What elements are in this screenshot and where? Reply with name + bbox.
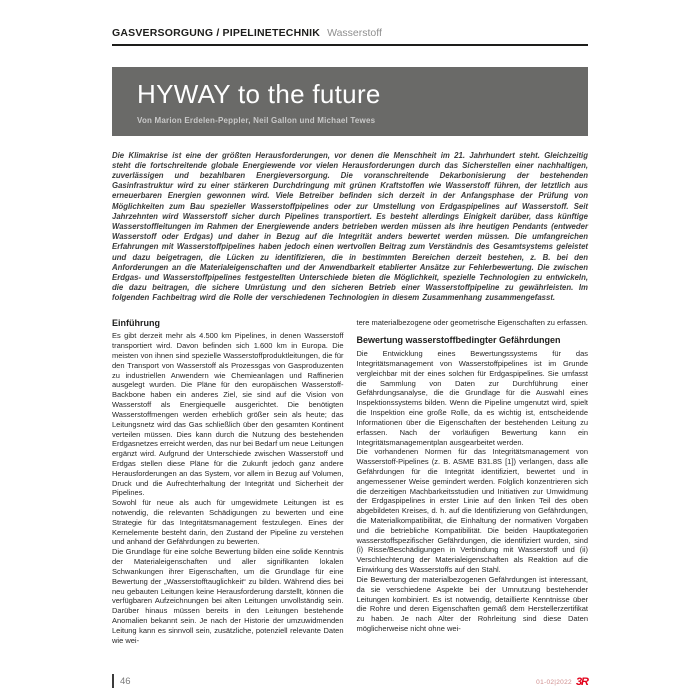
article-title: HYWAY to the future	[137, 79, 381, 109]
page-number-divider	[112, 674, 114, 688]
left-column	[112, 318, 344, 646]
right-column	[357, 318, 589, 646]
page-footer	[112, 674, 588, 688]
byline: Von Marion Erdelen-Peppler, Neil Gallon und Michael Tewes	[137, 115, 376, 125]
paragraph: Sowohl für neue als auch für umgewidmete Leitungen ist es notwendig, die relevanten Schädigungen zu bewerten und eine Strategie für das Integritätsmanagement festzulegen. Eines der Kernelemente besteht darin, den Zustand der Pipeline zu verstehen und anhand der Gefährdungen zu bewerten.	[112, 498, 344, 547]
paragraph-continuation: tere materialbezogene oder geometrische Eigenschaften zu erfassen.	[356, 317, 588, 327]
section-topic: Wasserstoff	[327, 27, 382, 39]
section-kicker: GASVERSORGUNG / PIPELINETECHNIK	[112, 27, 321, 39]
heading-bewertung: Bewertung wasserstoffbedingter Gefährdungen	[356, 335, 561, 346]
paragraph: Es gibt derzeit mehr als 4.500 km Pipelines, in denen Wasserstoff transportiert wird. Davon befinden sich 1.600 km in Europa. Die meisten von ihnen sind spezielle Wasserstoffproduktleitungen, die für den Transport von Wasserstoff als Prozessgas von Gasproduzenten zu industriellen Anwendern wie Chemieanlagen und Raffinerien ausgelegt wurden. Die Pläne für den europäischen Wasserstoff-Backbone haben ein anderes Ziel, sie sind auf die Vision von Wasserstoff als Energiequelle ausgerichtet. Die benötigten Wasserstoffmengen werden erheblich größer sein als heute; das Leitungsnetz wird das Gas schließlich über den gesamten Kontinent verteilen müssen. Dies kann durch die Nutzung des bestehenden Erdgasnetzes erreicht werden, das nur bei Bedarf um neue Leitungen ergänzt wird. Aufgrund der Unterschiede zwischen Wasserstoff und Erdgas stellen diese Pläne für die Zukunft jedoch ganz andere Herausforderungen an das System, vor allem in Bezug auf Volumen, Druck und die Aufrechterhaltung der Integrität und Sicherheit der Pipelines.	[112, 331, 344, 498]
journal-logo: 3R	[575, 676, 588, 688]
body-columns	[112, 318, 588, 646]
title-block	[112, 67, 588, 136]
paragraph: Die Grundlage für eine solche Bewertung bilden eine solide Kenntnis der Materialeigenschaften und aller signifikanten lokalen Schwankungen ihrer Eigenschaften, um die Grundlage für eine Bewertung der „Wasserstofftauglichkeit“ zu bilden. Während dies bei neu gebauten Leitungen keine Herausforderung darstellt, können die verfügbaren Aufzeichnungen bei alten Leitungen unvollständig sein. Darüber hinaus müssen bereits in den Leitungen bestehende Anomalien bekannt sein. Je nach der Historie der umzuwidmenden Leitung kann es sinnvoll sein, zusätzliche, potenziell relevante Daten wie wei-	[112, 547, 344, 645]
heading-einfuehrung: Einführung	[112, 317, 160, 328]
footer-issue-block	[536, 676, 588, 688]
section-header	[112, 0, 588, 46]
abstract-paragraph: Die Klimakrise ist eine der größten Herausforderungen, vor denen die Menschheit im 21. Jahrhundert steht. Gleichzeitig steht die fortschreitende globale Energiewende vor vielen Herausforderungen durch das Sicherstellen einer nachhaltigen, zuverlässigen und bezahlbaren Energieversorgung. Die voranschreitende Dekarbonisierung der bestehenden Gasinfrastruktur wird zu einer stärkeren Durchdringung mit grünen Kraftstoffen wie Wasserstoff führen, der letztlich aus erneuerbaren Energien gewonnen wird. Viele Betreiber befinden sich derzeit in der Anfangsphase der Prüfung von Möglichkeiten zum Bau spezieller Wasserstoffpipelines oder zur Umstellung von Erdgaspipelines auf Wasserstoff. Seit Jahrzehnten wird Wasserstoff sicher durch Pipelines transportiert. Es besteht allerdings Einigkeit darüber, dass künftige Wasserstoffleitungen im Rahmen der Energiewende anders betrieben werden müssen als ihre heutigen Pendants (entweder Wasserstoff oder Erdgas) und daher in Bezug auf die Integrität anders bewertet werden müssen. Die umfangreichen Erfahrungen mit Wasserstoffpipelines haben jedoch einen wertvollen Beitrag zum Verständnis des Gesamtsystems geleistet und dazu beigetragen, die Lücken zu identifizieren, die in bestimmten Bereichen derzeit bestehen, z. B. bei den Anforderungen an die Materialeigenschaften und der Anwendbarkeit etablierter Ansätze zur Fehlerbewertung. Die zwischen Erdgas- und Wasserstoffpipelines festgestellten Unterschiede bieten die Möglichkeit, spezielle Technologien zu entwickeln, die dazu beitragen, die sichere Umrüstung und den sicheren Betrieb einer Wasserstoffpipeline zu gewährleisten. Im folgenden Fachbeitrag wird die Rolle der verschiedenen Technologien in diesem Zusammenhang zusammengefasst.	[112, 150, 588, 303]
issue-label: 01-02|2022	[536, 678, 572, 686]
paragraph: Die Bewertung der materialbezogenen Gefährdungen ist interessant, da sie verschiedene Aspekte bei der Umnutzung bestehender Leitungen kombiniert. Es ist notwendig, detaillierte Kenntnisse über die Rohre und deren Eigenschaften gemäß dem Herstellerzertifikat zu haben. Je nach Alter der Rohrleitung sind diese Daten möglicherweise nicht ohne wei-	[356, 574, 588, 633]
page-number	[112, 674, 131, 688]
page-content	[112, 0, 588, 645]
page-number-value: 46	[120, 675, 131, 687]
paragraph: Die Entwicklung eines Bewertungssystems für das Integritätsmanagement von Wasserstoffpipelines ist im Grunde vergleichbar mit der eines solchen für Erdgaspipelines. Sie umfasst die Sammlung von Daten zur Durchführung einer Gefährdungsanalyse, die die Grundlage für die Auswahl eines Inspektionssystems bilden. Wenn die Pipeline umgenutzt wird, spielt die Inspektion eine große Rolle, da es wichtig ist, entscheidende Informationen über die Eigenschaften der bestehenden Leitung zu erfassen. Nach der vorläufigen Bewertung kann ein Integritätsmanagementplan ausgearbeitet werden.	[356, 349, 588, 447]
paragraph: Die vorhandenen Normen für das Integritätsmanagement von Wasserstoff-Pipelines (z. B. ASME B31.8S [1]) verlangen, dass alle Gefährdungen für die Integrität identifiziert, bewertet und in angemessener Weise gemindert werden. Folglich konzentrieren sich die derzeitigen Machbarkeitsstudien und Initiativen zur Umwidmung der Erdgaspipelines in erster Linie auf den linken Teil des oben abgebildeten Kreises, d. h. auf die Identifizierung von Gefährdungen, die Materialkompatibilität, die Einhaltung der normativen Vorgaben und die betriebliche Kompatibilität. Die beiden Hauptkategorien wasserstoffspezifischer Gefährdungen, die identifiziert wurden, sind (i) Risse/Beschädigungen in Verbindung mit Wasserstoff und (ii) Verschlechterung der Materialeigenschaften als Reaktion auf die Einwirkung des Wasserstoffs auf den Stahl.	[356, 447, 588, 575]
